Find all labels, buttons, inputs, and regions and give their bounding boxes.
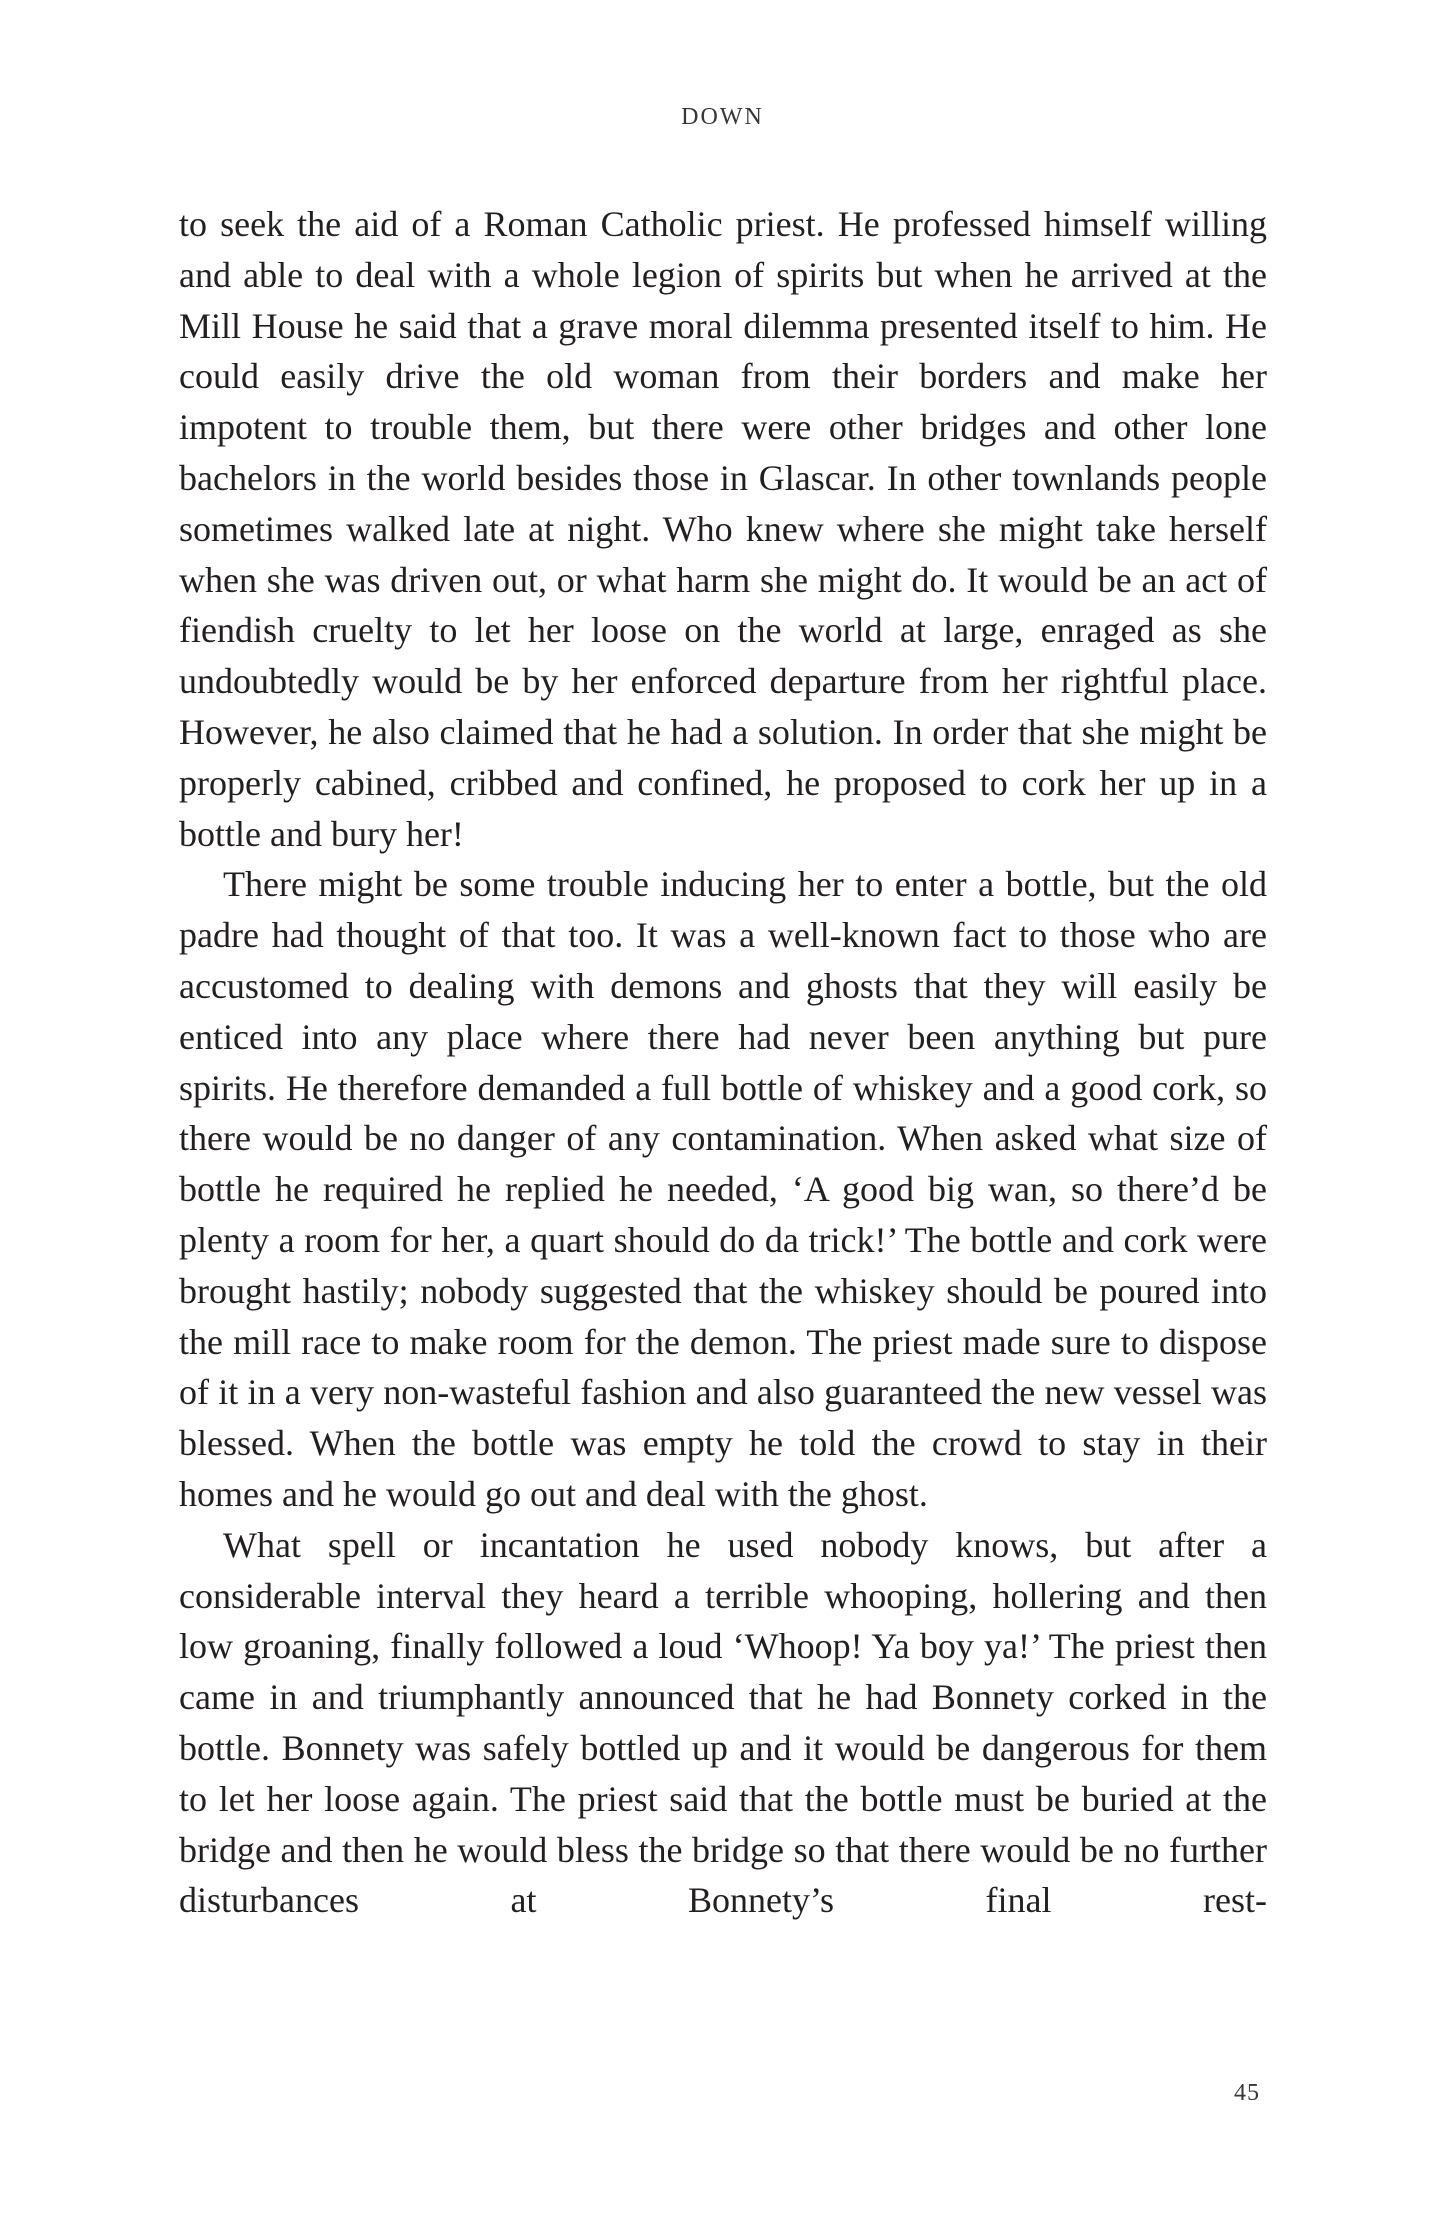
body-text [179, 199, 1267, 1926]
paragraph-1: to seek the aid of a Roman Catholic priest. He professed himself willing and able to deal with a whole legion of spirits but when he arrived at the Mill House he said that a grave moral dilemma presented itself to him. He could easily drive the old woman from their borders and make her impotent to trouble them, but there were other bridges and other lone bachelors in the world besides those in Glascar. In other townlands people sometimes walked late at night. Who knew where she might take herself when she was driven out, or what harm she might do. It would be an act of fiendish cruelty to let her loose on the world at large, enraged as she undoubtedly would be by her enforced departure from her rightful place. However, he also claimed that he had a solution. In order that she might be properly cabined, cribbed and confined, he proposed to cork her up in a bottle and bury her! [179, 204, 1267, 854]
page-number: 45 [1234, 2080, 1260, 2106]
paragraph-3: What spell or incantation he used nobody knows, but after a considerable interval they heard a terrible whooping, hollering and then low groaning, finally followed a loud ‘Whoop! Ya boy ya!’ The priest then came in and triumphantly announced that he had Bonnety corked in the bottle. Bonnety was safely bottled up and it would be dangerous for them to let her loose again. The priest said that the bottle must be buried at the bridge and then he would bless the bridge so that there would be no further disturbances at Bonnety’s final rest- [179, 1524, 1267, 1921]
paragraph-2: There might be some trouble inducing her to enter a bottle, but the old padre had thought of that too. It was a well-known fact to those who are accustomed to dealing with demons and ghosts that they will easily be enticed into any place where there had never been anything but pure spirits. He therefore demanded a full bottle of whiskey and a good cork, so there would be no danger of any contamination. When asked what size of bottle he required he replied he needed, ‘A good big wan, so there’d be plenty a room for her, a quart should do da trick!’ The bottle and cork were brought hastily; nobody suggested that the whiskey should be poured into the mill race to make room for the demon. The priest made sure to dispose of it in a very non-wasteful fashion and also guaranteed the new vessel was blessed. When the bottle was empty he told the crowd to stay in their homes and he would go out and deal with the ghost. [179, 864, 1267, 1514]
running-head: DOWN [681, 104, 764, 130]
